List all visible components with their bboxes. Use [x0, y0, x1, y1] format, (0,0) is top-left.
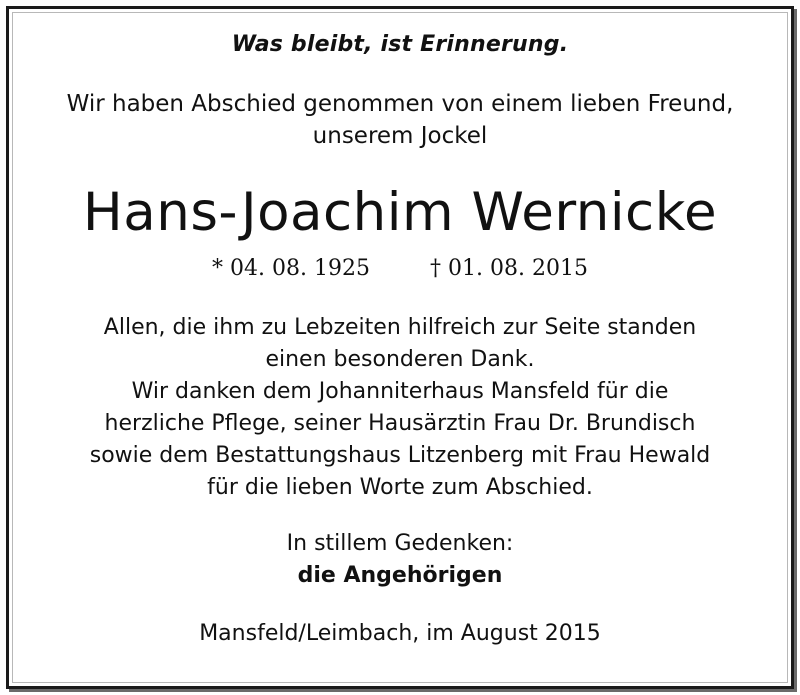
death-date: † 01. 08. 2015 [430, 256, 588, 281]
intro-line-2: unserem Jockel [312, 123, 488, 149]
thanks-line-3: Wir danken dem Johanniterhaus Mansfeld für die [131, 379, 669, 404]
thanks-line-1: Allen, die ihm zu Lebzeiten hilfreich zur Seite standen [103, 315, 697, 340]
birth-date: * 04. 08. 1925 [212, 256, 370, 281]
life-dates [0, 254, 800, 284]
deceased-name: Hans-Joachim Wernicke [82, 182, 718, 243]
place-and-date: Mansfeld/Leimbach, im August 2015 [199, 621, 601, 646]
thanks-line-6: für die lieben Worte zum Abschied. [207, 475, 593, 500]
thanks-line-5: sowie dem Bestattungshaus Litzenberg mit Frau Hewald [89, 443, 711, 468]
intro-line-1: Wir haben Abschied genommen von einem lieben Freund, [66, 91, 734, 117]
signature: die Angehörigen [297, 563, 503, 588]
closing-line: In stillem Gedenken: [286, 531, 514, 556]
thanks-line-2: einen besonderen Dank. [265, 347, 535, 372]
thanks-line-4: herzliche Pflege, seiner Hausärztin Frau Dr. Brundisch [104, 411, 696, 436]
motto: Was bleibt, ist Erinnerung. [231, 32, 569, 57]
